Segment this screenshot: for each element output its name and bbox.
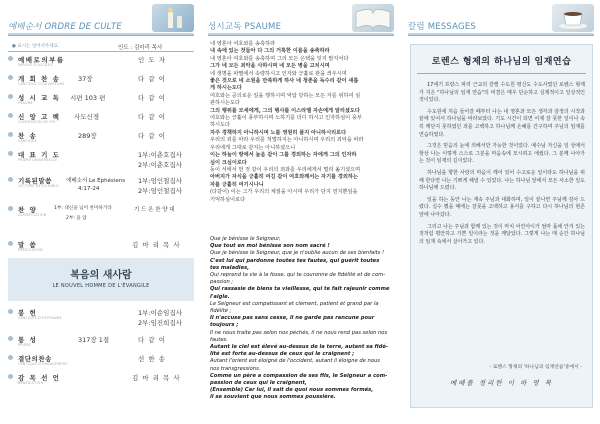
psalm-line: 내 속에 있는 것들아 다 그의 거룩한 이름을 송축하라 (210, 48, 330, 55)
order-header (8, 14, 194, 36)
item-leader: 기 드 온 찬 양 대 (134, 207, 175, 213)
psalm-line: 기억하심이로다 (210, 196, 246, 203)
open-book-icon (352, 4, 394, 32)
message-paragraph: 그리고 나는 주님과 함께 있는 것이 마치 어린아이가 엄마 품에 안겨 있는 것처럼 평안하고 기쁜 일이라는 것을 깨달았다. 그렇게 나는 매 순간 하나님의 임재 속에서 살아가고 있다. (419, 223, 585, 245)
psalm-line: 그가 네 모든 죄악을 사하시며 네 모든 병을 고치시며 (210, 63, 330, 70)
psalm-line: 그의 행위를 모세에게, 그의 행사를 이스라엘 자손에게 알리셨도다 (210, 107, 360, 114)
item-leader: 1부:이춘호집사 (138, 151, 182, 159)
psalm-line: Il ne nous traite pas selon nos péchés, il ne nous rend pas selon nos fautes. (210, 329, 388, 343)
item-leader: 김 마 리 목 사 (132, 374, 181, 382)
psalm-line: il se souvient que nous sommes poussière. (210, 394, 336, 401)
item-content: 사도신경 (74, 113, 100, 121)
psalm-header (208, 14, 394, 36)
item-label: 말 씀 (18, 241, 38, 249)
psalm-column (200, 0, 400, 424)
sermon-subtitle: LE NOUVEL HOMME DE L'ÉVANGILE (52, 283, 150, 289)
bullet-icon (8, 151, 13, 156)
psalm-line: 이는 하늘이 땅에서 높음 같이 그를 경외하는 자에게 그의 인자하 (210, 152, 357, 159)
bullet-icon (8, 355, 13, 360)
message-paragraph: 수도원에 처음 들어갈 때부터 나는 내 영혼과 모든 생각과 감정의 시작과 끝에 있어서 하나님을 바라보았다. 기도 시간이 되면 어제 잘 못한 일이나 속히 깨닫지 못하였던 죄를 고백하고 하나님께 은혜를 간구하며 주님의 임재를 연습하였다. (419, 108, 585, 138)
psalm-line: 내 영혼아 여호와를 송축하며 그의 모든 은택을 잊지 말지어다 (210, 55, 349, 62)
message-divider (417, 73, 586, 74)
item-label: 예배로의부름 (18, 56, 65, 64)
psalm-line: 아버지가 자식을 긍휼히 여김 같이 여호와께서는 자기를 경외하는 (210, 174, 358, 181)
psalm-line: 여호와는 공의로운 일을 행하시며 억압 당하는 모든 자를 위하여 심 (210, 92, 361, 99)
item-sublabel: PRÉDICATION (18, 248, 43, 252)
psalm-line: Le Seigneur est compatissant et clément, patient et grand par la (210, 300, 379, 307)
psalm-line: C'est lui qui pardonne toutes tes fautes, qui guérit toutes (210, 257, 380, 264)
bullet-icon (8, 374, 13, 379)
order-header-title: 예배순서 ORDRE DE CULTE (8, 22, 122, 32)
sermon-title: 복음의 새사람 (70, 270, 132, 281)
item-leader: 다 같 이 (138, 132, 166, 140)
item-leader: 선 한 송 (138, 355, 166, 363)
psalm-line: tes maladies, (210, 264, 250, 271)
psalm-line: passion ; (210, 279, 234, 286)
item-sublabel: GLORIFICATION (18, 213, 47, 217)
item-content: 시편 103 편 (70, 94, 106, 102)
item-label: 기록된말씀 (18, 177, 52, 185)
psalm-line: Autant le ciel est élevé au-dessus de la terre, autant sa fidé- (210, 344, 389, 351)
bullet-icon (8, 206, 13, 211)
psalm-line: 자주 경책하지 아니하시며 노를 영원히 품지 아니하시리로다 (210, 129, 347, 136)
psalm-line: 하시도다 (210, 122, 231, 129)
item-label: 개 회 찬 송 (18, 75, 61, 83)
item-sublabel: CANTIQUE D'OUVERTURE (18, 82, 65, 86)
message-body (419, 82, 585, 250)
item-label: 결단의찬송 (18, 355, 52, 363)
psalm-header-bar (208, 33, 394, 35)
item-content: 317장 1절 (78, 336, 110, 344)
item-sublabel: PRIÈRE (18, 343, 32, 347)
message-signature: 예배를 정리한 이 하 영 목 (449, 379, 554, 387)
psalm-line: (Ensemble) Car lui, il sait de quoi nous sommes formés, (210, 387, 374, 394)
item-sublabel: PRIÈRE UNIVERSELLE (18, 158, 58, 162)
messages-header-title: 칼럼 MESSAGES (408, 22, 476, 32)
psalm-line: 내 영혼아 여호와를 송축하라 (210, 41, 276, 47)
messages-column (400, 0, 600, 424)
item-sublabel: PAROLE D'ACCUEIL (18, 63, 54, 67)
item-leader: 1부:엄인철집사 (138, 177, 182, 185)
item-label: 대 표 기 도 (18, 151, 61, 159)
bullet-icon (8, 309, 13, 314)
item-sublabel: BÉNÉDICTION (18, 381, 44, 385)
psalm-line: Que tout en moi bénisse son nom sacré ! (210, 243, 330, 250)
item-leader-2: 2부:이춘호집사 (138, 161, 182, 169)
item-content: 1부: 대신을 넘어 찬미하거라 (54, 206, 112, 211)
message-paragraph: 하나님을 향한 사랑의 마음이 깨어 있어 수고로운 일이라도 하나님을 위해 한다면 나는 기쁘게 해낼 수 있었다. 나는 하나님 앞에서 모든 사소한 일도 하나님께 드렸다. (419, 169, 585, 192)
psalm-line: Autant l'orient est éloigné de l'occident, autant il éloigne de nous (210, 358, 380, 365)
sermon-title-box (8, 258, 194, 301)
item-label: 성 시 교 독 (18, 94, 61, 102)
item-sublabel: LECTURE DE LA BIBLE (18, 184, 59, 188)
item-content-2: 2부: 윤 압 (66, 216, 87, 221)
psalm-line: l'aigle. (210, 293, 230, 300)
item-label: 찬 양 (18, 206, 38, 214)
psalm-header-title: 성시교독 PSAUME (208, 22, 282, 32)
psalm-line: Qui reprend ta vie à la fosse, qui te couronne de fidélité et de com- (210, 272, 386, 279)
bullet-icon (8, 113, 13, 118)
messages-header (408, 14, 594, 36)
psalm-line: 판하시는도다 (210, 100, 241, 107)
psalm-line: 자를 긍휼히 여기시나니 (210, 181, 264, 188)
item-label: 통 성 (18, 336, 38, 344)
item-sublabel: CONFESSION DE FOI (18, 120, 56, 124)
psalm-line: 여호와는 긍휼이 풍부하시며 노하기를 더디 하시고 인자하심이 풍부 (210, 115, 362, 122)
psalm-line: Comme un père a compassion de ses fils, le Seigneur a com- (210, 372, 388, 379)
item-leader: 다 같 이 (138, 336, 166, 344)
item-content-2: 4:17-24 (78, 186, 100, 192)
item-content: 에베소서 Le Éphésiens (66, 178, 126, 184)
message-paragraph: 일을 하는 동안 나는 계속 주님과 대화하며, 일이 끝나면 주님께 감사 드렸다. 실수 했을 때에는 잘못을 고백하고 용서를 구하고 다시 하나님의 현존 앞에 나아갔다. (419, 196, 585, 218)
coffee-cup-icon (552, 4, 594, 32)
psalm-line: fidélité ; (210, 308, 232, 315)
psalm-line: Que je bénisse le Seigneur, (210, 236, 281, 242)
item-leader: 다 같 이 (138, 94, 166, 102)
item-leader: 김 마 리 목 사 (132, 241, 181, 249)
message-title: 로렌스 형제의 하나님의 임재연습 (431, 57, 572, 67)
psalm-line: 좋은 것으로 네 소원을 만족하게 하사 네 청춘을 독수리 같이 새롭 (210, 78, 359, 85)
item-content: 289장 (78, 132, 97, 140)
order-of-worship-column (0, 0, 200, 424)
psalm-line: lité est forte au-dessus de ceux qui le craignent ; (210, 351, 355, 358)
bullet-icon (8, 56, 13, 61)
item-label: 봉 헌 (18, 309, 38, 317)
psalm-line: Que je bénisse le Seigneur, que je n'oublie aucun de ses bienfaits ! (210, 250, 385, 257)
bullet-icon (8, 75, 13, 80)
psalm-line: Il n'accuse pas sans cesse, il ne garde pas rancune pour toujours ; (210, 315, 375, 329)
item-sublabel: PSAUME (18, 101, 34, 105)
item-leader: 인 도 자 (138, 56, 166, 64)
psalm-line: 게 하시는도다 (210, 85, 242, 92)
psalm-line: 네 생명을 파멸에서 속량하시고 인자와 긍휼로 관을 씌우시며 (210, 70, 347, 77)
divider (8, 51, 194, 52)
item-sublabel: CANTIQUE (18, 139, 37, 143)
psalm-line: Qui rassasie de biens ta vieillesse, qui te fait rajeunir comme (210, 286, 390, 293)
psalm-line: nos transgressions. (210, 365, 261, 372)
item-leader-2: 2부:임진희집사 (138, 319, 182, 327)
item-content: 37장 (78, 75, 93, 83)
psalm-korean-text (210, 41, 390, 204)
item-leader-2: 2부:엄인철집사 (138, 187, 182, 195)
item-leader: 다 같 이 (138, 75, 166, 83)
item-label: 감 목 선 언 (18, 374, 61, 382)
bullet-icon (8, 336, 13, 341)
bullet-icon (8, 132, 13, 137)
psalm-line: 동이 서에서 먼 것 같이 우리의 죄과를 우리에게서 멀리 옮기셨으며 (210, 166, 361, 173)
item-sublabel: CANTIQUE D'ENGAGEMENT (18, 362, 68, 366)
standing-note: ● 표시는 일어서주세요. (12, 44, 60, 49)
order-header-bar (8, 33, 194, 35)
psalm-french-text (210, 236, 392, 402)
officiant: 인도 : 김마리 목사 (118, 45, 163, 51)
bullet-icon (8, 94, 13, 99)
psalm-line: 우리의 죄를 따라 우리를 처벌하지는 아니하시며 우리의 죄악을 따라 (210, 137, 364, 144)
psalm-line: 우리에게 그대로 갚지는 아니하셨으니 (210, 144, 296, 151)
message-source: - 로렌스 형제의 '하나님의 임재연습'중에서 - (489, 365, 582, 370)
psalm-line: passion de ceux qui le craignent, (210, 380, 307, 387)
item-leader: 다 같 이 (138, 113, 166, 121)
message-paragraph: 17세기 프랑스 파리 근교의 갈멜 수도원 평신도 수도사였던 로렌스 형제가 지은 "하나님의 임재 연습"의 비결은 매우 단순하고 실제적이고 일상적인 것이었다. (419, 82, 585, 104)
message-paragraph: 그것은 믿음의 눈에 의해서만 가능한 것이었다. 예수님 자신을 일 상에서 항상 나는 이렇게 스스로 그분을 마음속에 모시려고 애썼다. 그 분께 나아가는 것이 임재의 길이었다. (419, 143, 585, 165)
psalm-line: (다같이) 이는 그가 우리의 체질을 아시며 우리가 단지 먼지뿐임을 (210, 189, 358, 196)
item-sublabel: CANTIQUE D'OFFRANDE (18, 316, 62, 320)
item-label: 찬 송 (18, 132, 38, 140)
item-leader: 1부:이순임집사 (138, 309, 182, 317)
candle-photo-icon (152, 4, 194, 32)
psalm-line: 심이 크심이로다 (210, 159, 247, 166)
bullet-icon (8, 177, 13, 182)
message-box (410, 44, 593, 408)
item-label: 신 앙 고 백 (18, 113, 61, 121)
bullet-icon (8, 241, 13, 246)
messages-header-bar (408, 33, 594, 35)
